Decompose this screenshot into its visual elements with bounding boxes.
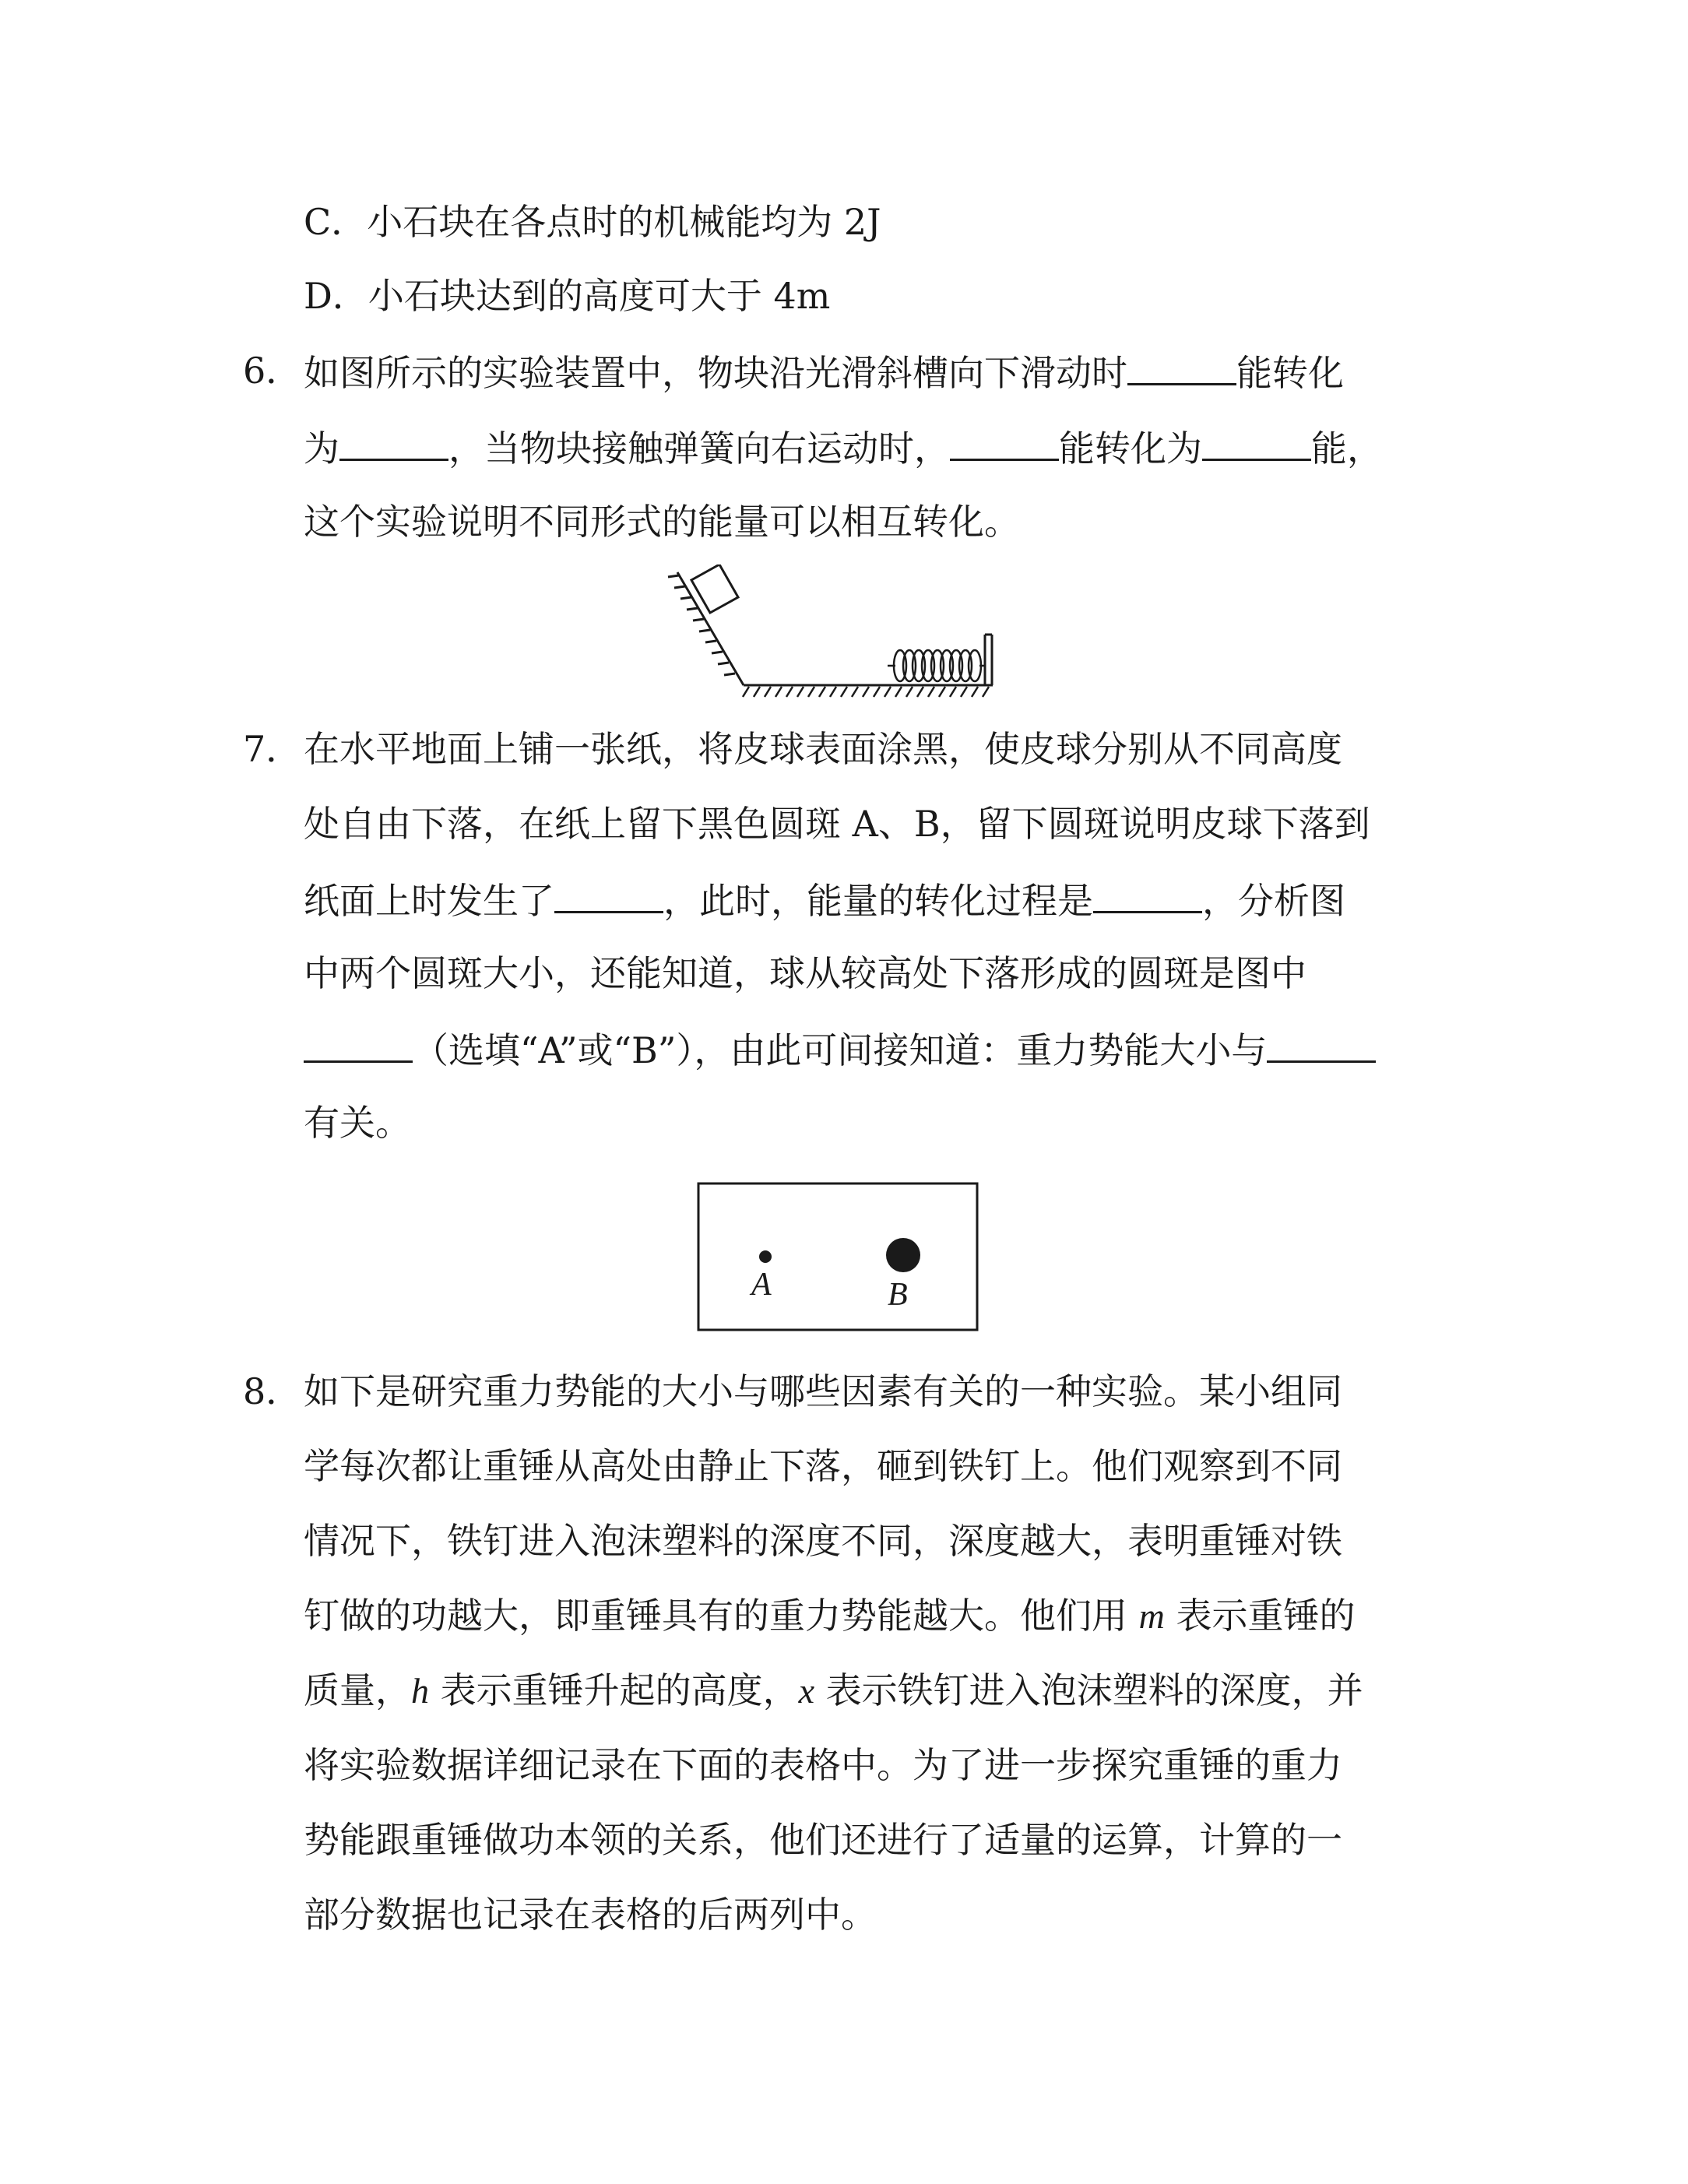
q8-line-2: 学每次都让重锤从高处由静止下落，砸到铁钉上。他们观察到不同: [304, 1445, 1342, 1487]
q8-line-7: 势能跟重锤做功本领的关系，他们还进行了适量的运算，计算的一: [304, 1819, 1342, 1861]
q8-line-1: 如下是研究重力势能的大小与哪些因素有关的一种实验。某小组同: [304, 1370, 1342, 1412]
q6-blank-3[interactable]: [950, 423, 1059, 461]
q7-line-6: 有关。: [304, 1102, 411, 1144]
q7-line-2: 处自由下落，在纸上留下黑色圆斑 A、B，留下圆斑说明皮球下落到: [304, 803, 1370, 845]
q6-blank-1[interactable]: [1127, 347, 1236, 385]
q7-blank-1[interactable]: [554, 875, 663, 913]
spots-figure: [697, 1182, 981, 1334]
q8-number: 8．: [243, 1370, 302, 1412]
q8-line-3: 情况下，铁钉进入泡沫塑料的深度不同，深度越大，表明重锤对铁: [304, 1520, 1342, 1562]
q8-line-5: 质量，h 表示重锤升起的高度，x 表示铁钉进入泡沫塑料的深度，并: [304, 1669, 1363, 1711]
spot-a: [759, 1250, 772, 1263]
option-d: D．小石块达到的高度可大于 4m: [304, 275, 831, 317]
q6-line-1: 如图所示的实验装置中，物块沿光滑斜槽向下滑动时 能转化: [304, 347, 1344, 396]
q8-line-6: 将实验数据详细记录在下面的表格中。为了进一步探究重锤的重力: [304, 1744, 1342, 1786]
q6-blank-2[interactable]: [339, 423, 448, 461]
q6-line-2: 为 ，当物块接触弹簧向右运动时， 能转化为 能，: [304, 423, 1383, 472]
option-c: C．小石块在各点时的机械能均为 2J: [304, 201, 881, 243]
q7-blank-4[interactable]: [1267, 1025, 1376, 1063]
q7-line-1: 在水平地面上铺一张纸，将皮球表面涂黑，使皮球分别从不同高度: [304, 728, 1342, 770]
label-a: A: [751, 1267, 772, 1303]
q6-blank-4[interactable]: [1202, 423, 1311, 461]
q7-line-3: 纸面上时发生了 ，此时，能量的转化过程是 ，分析图: [304, 875, 1345, 924]
q7-number: 7．: [243, 728, 302, 770]
label-b: B: [888, 1277, 908, 1313]
q7-blank-2[interactable]: [1093, 875, 1202, 913]
q8-line-4: 钉做的功越大，即重锤具有的重力势能越大。他们用 m 表示重锤的: [304, 1595, 1356, 1637]
incline-spring-figure: [662, 564, 1004, 705]
q8-line-8: 部分数据也记录在表格的后两列中。: [304, 1894, 877, 1936]
q7-line-5: （选填“A”或“B”），由此可间接知道：重力势能大小与: [304, 1025, 1376, 1074]
q7-blank-3[interactable]: [304, 1025, 413, 1063]
q6-number: 6．: [243, 350, 302, 392]
q6-line-3: 这个实验说明不同形式的能量可以相互转化。: [304, 501, 1020, 543]
spot-b: [886, 1238, 920, 1272]
q7-line-4: 中两个圆斑大小，还能知道，球从较高处下落形成的圆斑是图中: [304, 952, 1306, 994]
